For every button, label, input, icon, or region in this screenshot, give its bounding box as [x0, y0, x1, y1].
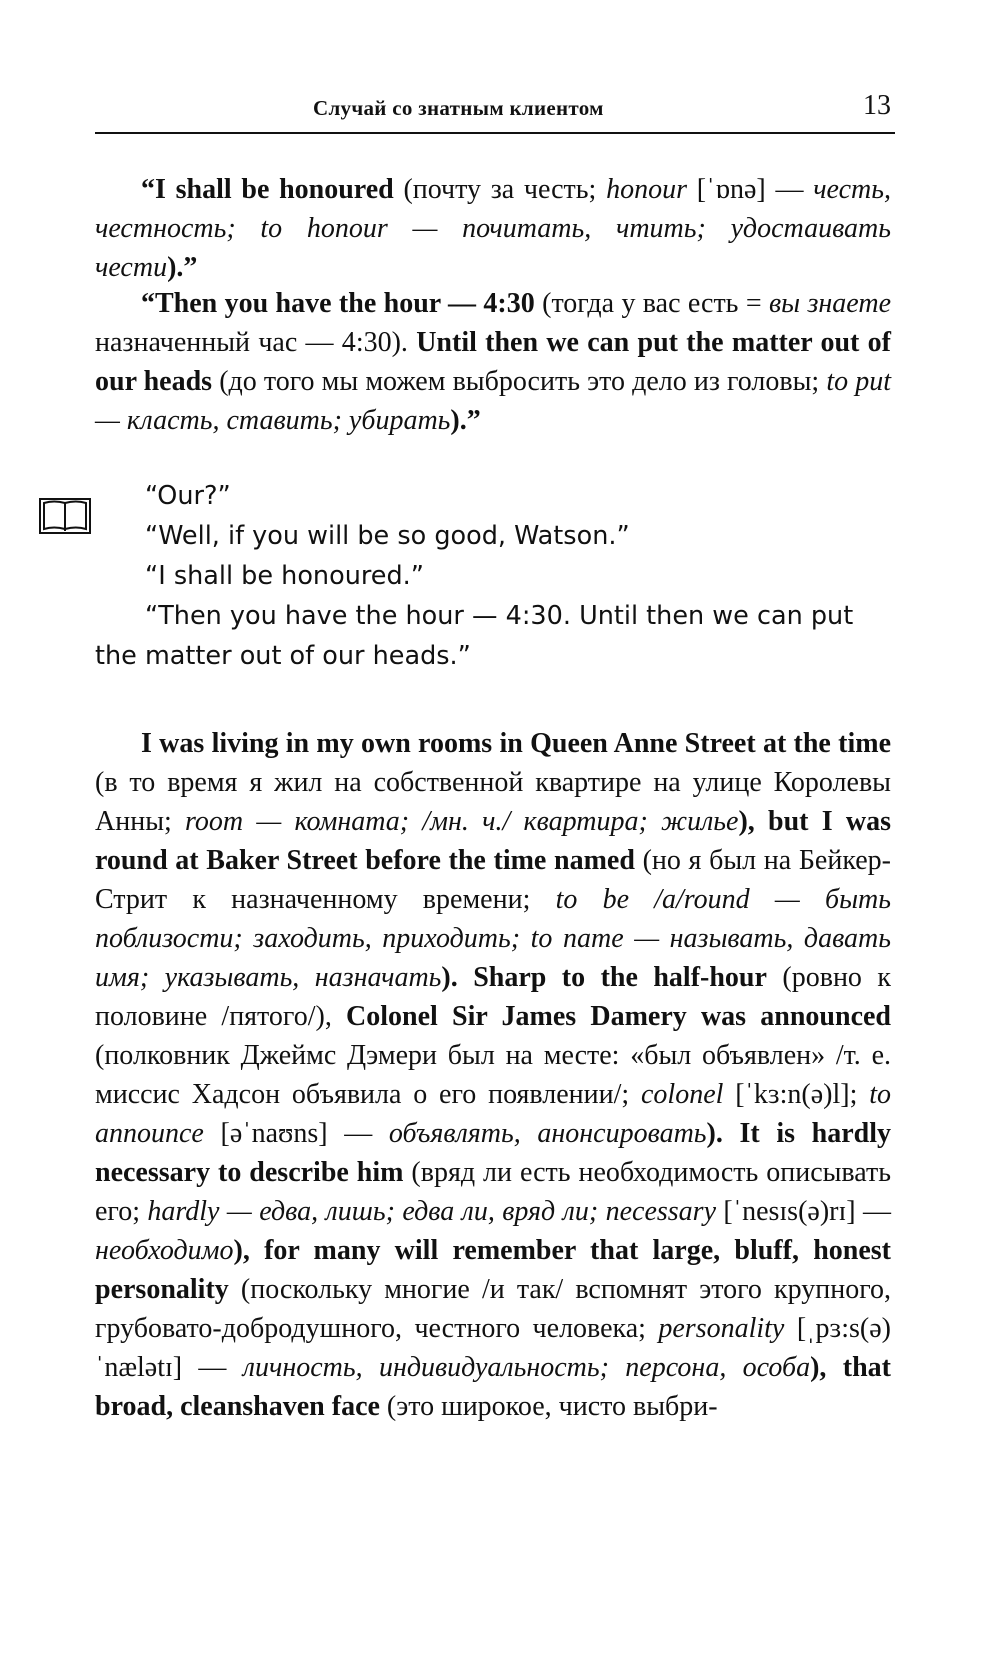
vocabulary-note: объявлять, анонсировать — [388, 1118, 707, 1149]
closing-punctuation: ). — [441, 962, 474, 993]
english-phrase: for many will remember that large, bluff, honest personality — [95, 1235, 891, 1305]
vocabulary-note: to put — класть, ставить; убирать — [95, 366, 892, 436]
transcription: [ˈkɜ:n(ə)l]; — [723, 1079, 870, 1110]
commentary-paragraph-2 — [95, 284, 891, 440]
translation-text: (полковник Джеймс Дэмери был на месте: «был объявлен» /т. е. миссис Хадсон объявила о его появлении/; — [95, 1040, 891, 1110]
closing-punctuation: ).” — [450, 405, 481, 436]
closing-punctuation: ).” — [167, 252, 198, 283]
translation-text: (это широкое, чисто выбри- — [379, 1391, 718, 1422]
page-number: 13 — [863, 90, 891, 121]
english-phrase: Sharp to the half-hour — [473, 962, 767, 993]
vocabulary-word: to announce — [95, 1079, 891, 1149]
vocabulary-note: вы знаете — [768, 288, 891, 319]
closing-punctuation: ). — [706, 1118, 740, 1149]
translation-text: (почту за честь; — [393, 174, 607, 205]
vocabulary-note: необходимо — [95, 1235, 234, 1266]
commentary-paragraph-3 — [95, 724, 891, 1426]
transcription: [əˈnaʊns] — — [203, 1118, 389, 1149]
english-phrase: but I was round at Baker Street before the time named — [95, 806, 892, 876]
translation-text: (до того мы можем выбросить это дело из головы; — [212, 366, 827, 397]
vocabulary-note: hardly — едва, лишь; едва ли, вряд ли; necessary — [147, 1196, 716, 1227]
original-line: “Then you have the hour — 4:30. Until then we can put the matter out of our heads.” — [95, 601, 854, 671]
closing-punctuation: ), — [810, 1352, 843, 1383]
running-title: Случай со знатным клиентом — [313, 96, 604, 120]
translation-text: (вряд ли есть необходимость описывать его; — [95, 1157, 891, 1227]
translation-text: назначенный час — 4:30). — [95, 327, 417, 358]
transcription: [ˌpɜ:s(ə)ˈnælətɪ] — — [95, 1313, 891, 1383]
translation-text: (поскольку многие /и так/ вспомнят этого крупного, грубовато-добродушного, честного человека; — [95, 1274, 891, 1344]
english-phrase: I was living in my own rooms in Queen Anne Street at the time — [141, 728, 891, 759]
english-phrase: “I shall be honoured — [141, 174, 394, 205]
commentary-paragraph-1 — [95, 170, 891, 287]
original-line: “I shall be honoured.” — [145, 561, 424, 591]
original-line: “Our?” — [145, 481, 231, 511]
vocabulary-word: personality — [658, 1313, 785, 1344]
original-text-block — [95, 476, 895, 676]
vocabulary-word: colonel — [641, 1079, 724, 1110]
vocabulary-note: личность, индивидуальность; персона, особа — [242, 1352, 811, 1383]
vocabulary-word: honour — [606, 174, 687, 205]
page-header — [95, 88, 895, 134]
vocabulary-note: room — комната; /мн. ч./ квартира; жилье — [185, 806, 739, 837]
transcription: [ˈnesɪs(ə)rɪ] — — [716, 1196, 891, 1227]
english-phrase: It is hardly necessary to describe him — [95, 1118, 892, 1188]
transcription: [ˈɒnə] — — [686, 174, 814, 205]
english-phrase: Colonel Sir James Damery was announced — [346, 1001, 892, 1032]
vocabulary-note: to be /a/round — быть поблизости; заходить, приходить; to name — называть, давать имя; указывать, назначать — [95, 884, 891, 993]
original-line: “Well, if you will be so good, Watson.” — [145, 521, 630, 551]
translation-text: (ровно к половине /пятого/), — [95, 962, 891, 1032]
closing-punctuation: ), — [233, 1235, 265, 1266]
vocabulary-note: честь, честность; to honour — почитать, чтить; удостаивать чести — [95, 174, 892, 283]
english-phrase: Until then we can put the matter out of our heads — [95, 327, 891, 397]
english-phrase: “Then you have the hour — 4:30 — [141, 288, 535, 319]
translation-text: (тогда у вас есть = — [534, 288, 769, 319]
translation-text: (но я был на Бейкер-Стрит к назначенному времени; — [95, 845, 891, 915]
open-book-icon — [38, 494, 92, 536]
english-phrase: that broad, cleanshaven face — [95, 1352, 892, 1422]
closing-punctuation: ), — [738, 806, 769, 837]
translation-text: (в то время я жил на собственной квартире на улице Королевы Анны; — [95, 767, 891, 837]
